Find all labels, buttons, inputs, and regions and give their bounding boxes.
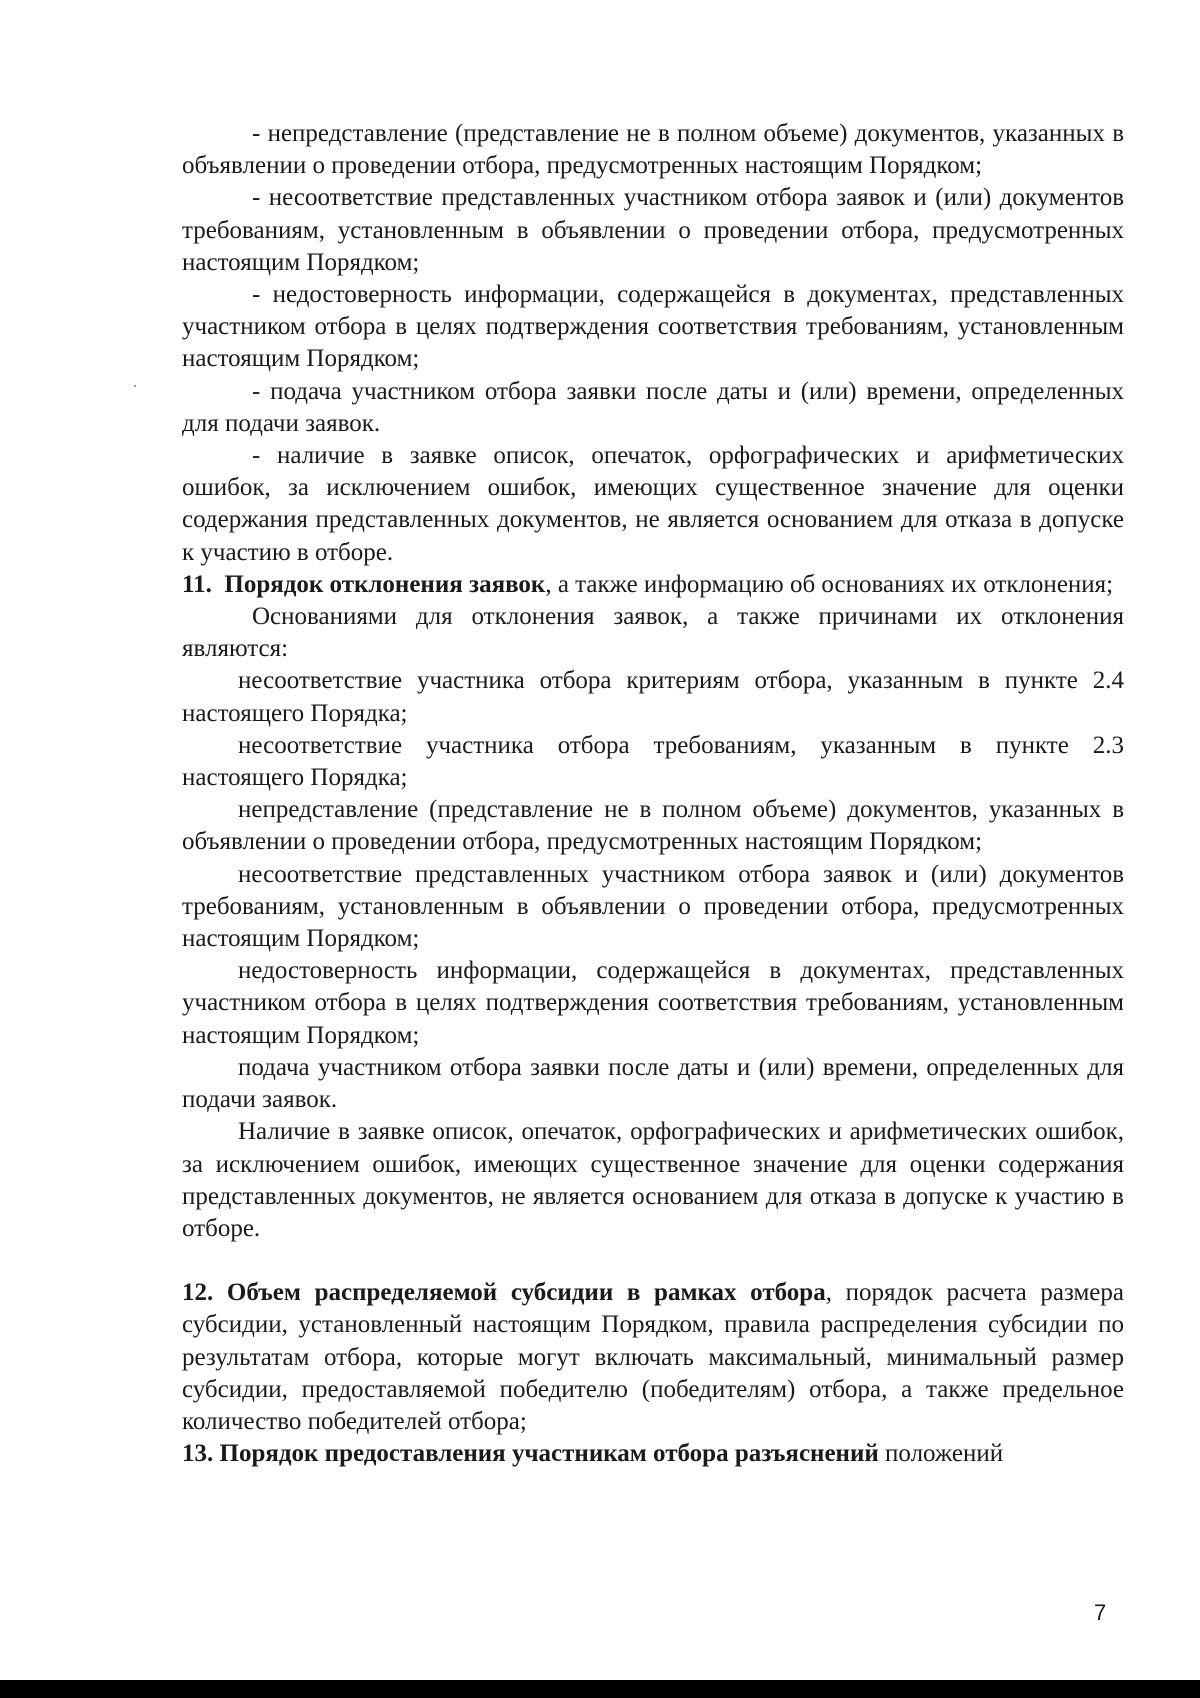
section-11-heading	[182, 569, 1124, 601]
section-13-title: 13. Порядок предоставления участникам отбора разъяснений	[182, 1440, 879, 1468]
paragraph-dash-2: - несоответствие представленных участником отбора заявок и (или) документов требованиям, установленным в объявлении о проведении отбора, предусмотренных настоящим Порядком;	[182, 184, 1124, 276]
paragraph-dash-3: - недостоверность информации, содержащейся в документах, представленных участником отбора в целях подтверждения соответствия требованиям, установленным настоящим Порядком;	[182, 281, 1124, 373]
paragraph-ground-3: непредставление (представление не в полном объеме) документов, указанных в объявлении о проведении отбора, предусмотренных настоящим Порядком;	[182, 796, 1124, 856]
section-11-text: , а также информацию об основаниях их отклонения;	[545, 570, 1114, 598]
paragraph-grounds-intro: Основаниями для отклонения заявок, а также причинами их отклонения являются:	[182, 603, 1124, 663]
document-body	[182, 118, 1124, 1470]
paragraph-ground-5: недостоверность информации, содержащейся в документах, представленных участником отбора в целях подтверждения соответствия требованиям, установленным настоящим Порядком;	[182, 957, 1124, 1049]
paragraph-dash-1: - непредставление (представление не в полном объеме) документов, указанных в объявлении о проведении отбора, предусмотренных настоящим Порядком;	[182, 120, 1124, 180]
section-11-number: 11.	[182, 570, 212, 598]
paragraph-ground-1: несоответствие участника отбора критериям отбора, указанным в пункте 2.4 настоящего Порядка;	[182, 667, 1124, 727]
section-13-heading	[182, 1438, 1124, 1470]
blank-line	[182, 1245, 1124, 1277]
paragraph-dash-5: - наличие в заявке описок, опечаток, орфографических и арифметических ошибок, за исключением ошибок, имеющих существенное значение для оценки содержания представленных документов, не является основанием для отказа в допуске к участию в отборе.	[182, 442, 1124, 566]
page-number: 7	[1094, 1600, 1107, 1625]
section-13-text: положений	[878, 1440, 1004, 1468]
section-12-heading	[182, 1277, 1124, 1438]
paragraph-ground-4: несоответствие представленных участником отбора заявок и (или) документов требованиям, установленным в объявлении о проведении отбора, предусмотренных настоящим Порядком;	[182, 860, 1124, 953]
paragraph-dash-4: - подача участником отбора заявки после даты и (или) времени, определенных для подачи заявок.	[182, 377, 1124, 437]
paragraph-typos-note: Наличие в заявке описок, опечаток, орфографических и арифметических ошибок, за исключением ошибок, имеющих существенное значение для оценки содержания представленных документов, не является основанием для отказа в допуске к участию в отборе.	[182, 1118, 1124, 1242]
section-12-title: 12. Объем распределяемой субсидии в рамках отбора	[182, 1279, 826, 1307]
paragraph-ground-2: несоответствие участника отбора требованиям, указанным в пункте 2.3 настоящего Порядка;	[182, 731, 1124, 792]
scan-speck	[134, 385, 136, 387]
section-12-text: , порядок расчета размера субсидии, установленный настоящим Порядком, правила распределения субсидии по результатам отбора, которые могут включать максимальный, минимальный размер субсидии, предоставляемой победителю (победителям) отбора, а также предельное количество победителей отбора;	[182, 1279, 1125, 1435]
section-11-title: Порядок отклонения заявок	[224, 570, 546, 598]
paragraph-ground-6: подача участником отбора заявки после даты и (или) времени, определенных для подачи заявок.	[182, 1053, 1124, 1114]
scan-bottom-border	[0, 1680, 1200, 1698]
